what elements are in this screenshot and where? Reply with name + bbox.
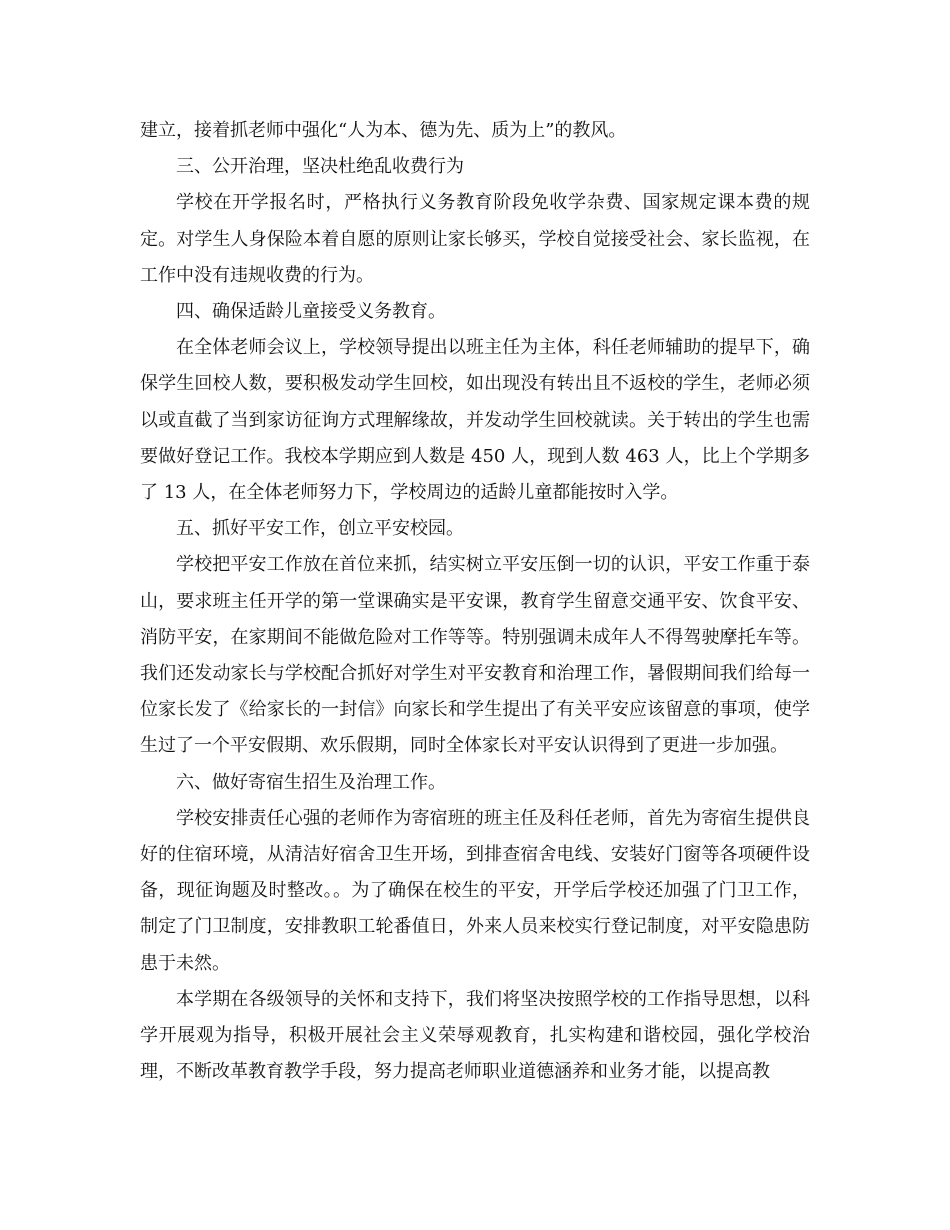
section-heading-3: 三、公开治理，坚决杜绝乱收费行为 (176, 156, 464, 178)
paragraph-boarding: 学校安排责任心强的老师作为寄宿班的班主任及科任老师，首先为寄宿生提供良好的住宿环境，从清洁好宿舍卫生开场，到排查宿舍电线、安装好门窗等各项硬件设备，现征询题及时整改。。为了确保在校生的平安，开学后学校还加强了门卫工作，制定了门卫制度，安排教职工轮番值日，外来人员来校实行登记制度，对平安隐患防患于未然。 (140, 807, 810, 974)
paragraph-enrollment: 在全体老师会议上，学校领导提出以班主任为主体，科任老师辅助的提早下，确保学生回校人数，要积极发动学生回校，如出现没有转出且不返校的学生，老师必须以或直截了当到家访征询方式理解缘故，并发动学生回校就读。关于转出的学生也需要做好登记工作。我校本学期应到人数是 450 人，现到人数 463 人，比上个学期多了 13 人，在全体老师努力下，学校周边的适龄儿童都能按时入学。 (140, 337, 810, 504)
paragraph-closing: 本学期在各级领导的关怀和支持下，我们将坚决按照学校的工作指导思想，以科学开展观为指导，积极开展社会主义荣辱观教育，扎实构建和谐校园，强化学校治理，不断改革教育教学手段，努力提高老师职业道德涵养和业务才能，以提高教 (140, 988, 810, 1083)
section-heading-6: 六、做好寄宿生招生及治理工作。 (176, 771, 446, 793)
paragraph-safety: 学校把平安工作放在首位来抓，结实树立平安压倒一切的认识，平安工作重于泰山，要求班主任开学的第一堂课确实是平安课，教育学生留意交通平安、饮食平安、消防平安，在家期间不能做危险对工作等等。特别强调未成年人不得驾驶摩托车等。我们还发动家长与学校配合抓好对学生对平安教育和治理工作，暑假期间我们给每一位家长发了《给家长的一封信》向家长和学生提出了有关平安应该留意的事项，使学生过了一个平安假期、欢乐假期，同时全体家长对平安认识得到了更进一步加强。 (140, 554, 810, 757)
section-heading-4: 四、确保适龄儿童接受义务教育。 (176, 301, 446, 323)
paragraph-fees: 学校在开学报名时，严格执行义务教育阶段免收学杂费、国家规定课本费的规定。对学生人身保险本着自愿的原则让家长够买，学校自觉接受社会、家长监视，在工作中没有违规收费的行为。 (140, 192, 810, 286)
paragraph-continuation: 建立，接着抓老师中强化“人为本、德为先、质为上”的教风。 (140, 120, 627, 141)
section-heading-5: 五、抓好平安工作，创立平安校园。 (176, 518, 464, 540)
document-body (140, 113, 810, 1090)
